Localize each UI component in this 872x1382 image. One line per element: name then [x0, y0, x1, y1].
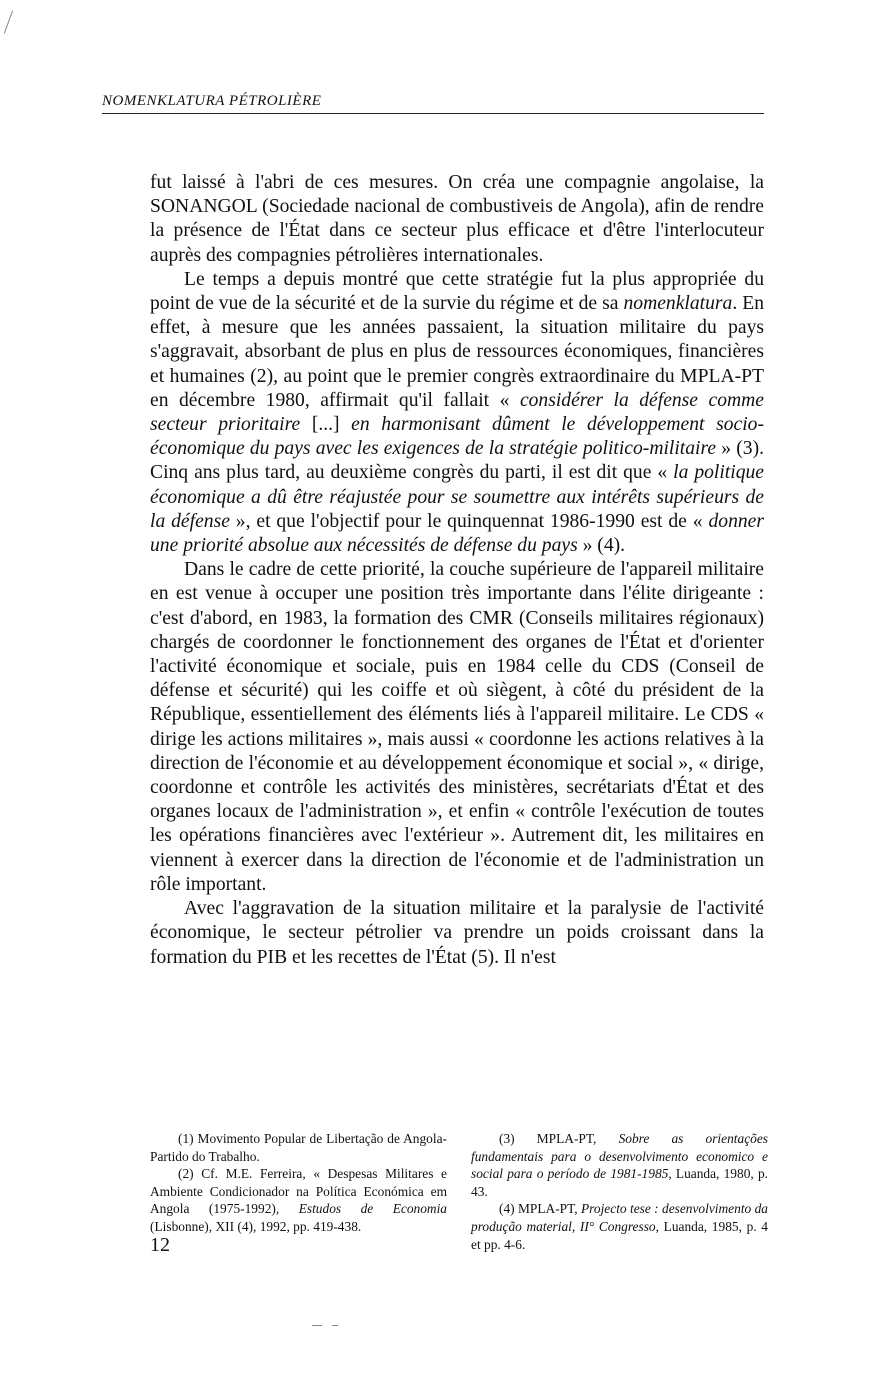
italic-text: considérer la défense comme secteur prioritaire — [150, 389, 764, 436]
text-segment: » (3). Cinq ans plus tard, au deuxième congrès du parti, il est dit que « — [150, 438, 765, 484]
footnote — [471, 1200, 768, 1253]
text-segment: . En effet, à mesure que les années passaient, la situation militaire du pays s'aggravait, absorbant de plus en plus de ressources économiques, financières et humaines (2), au point que le premier congrès extraordinaire du MPLA-PT en décembre 1980, affirmait qu'il fallait « — [150, 293, 764, 411]
text-segment: (Lisbonne), XII (4), 1992, pp. 419-438. — [150, 1218, 362, 1234]
text-segment: , Luanda, 1980, p. 43. — [471, 1166, 768, 1199]
text-segment: Dans le cadre de cette priorité, la couche supérieure de l'appareil militaire en est venue à occuper une position très importante dans l'élite dirigeante : c'est d'abord, en 1983, la formation des CMR (Conseils militaires régionaux) chargés de coordonner le fonctionnement des organes de l'État et d'orienter l'activité économique et sociale, puis en 1984 celle du CDS (Conseil de défense et sécurité) qui les coiffe et où siègent, à côté du président de la République, essentiellement des éléments liés à l'appareil militaire. Le CDS « dirige les actions militaires », mais aussi « coordonne les actions relatives à la direction de l'économie et au développement économique et social », « dirige, coordonne et contrôle les activités des ministères, secrétariats d'État et des organes locaux de l'administration », et enfin « contrôle l'exécution de toutes les opérations financières avec l'extérieur ». Autrement dit, les militaires en viennent à exercer dans la direction de l'économie et de l'administration un rôle important. — [150, 559, 764, 895]
scan-mark — [312, 1325, 322, 1326]
text-segment: [...] — [300, 414, 352, 436]
text-segment: Le temps a depuis montré que cette stratégie fut la plus appropriée du point de vue de la sécurité et de la survie du régime et de sa — [150, 268, 764, 315]
text-segment: (4) MPLA-PT, — [499, 1201, 581, 1217]
text-segment: (3) MPLA-PT, — [499, 1131, 619, 1146]
footnote — [150, 1165, 447, 1235]
italic-text: Estudos de Economia — [298, 1201, 447, 1217]
italic-text: la politique économique a dû être réajustée pour se soumettre aux intérêts supérieurs de la défense — [150, 462, 764, 532]
footnotes — [150, 1130, 768, 1253]
paragraph — [150, 171, 764, 268]
footnotes-left-column — [150, 1130, 447, 1253]
paragraph — [150, 268, 764, 558]
text-segment: fut laissé à l'abri de ces mesures. On créa une compagnie angolaise, la SONANGOL (Sociedade nacional de combustiveis de Angola), afin de rendre la présence de l'État dans ce secteur plus efficace et d'être l'interlocuteur auprès des compagnies pétrolières internationales. — [150, 172, 764, 266]
footnote — [471, 1130, 768, 1200]
scan-mark — [332, 1325, 338, 1326]
footnotes-right-column — [471, 1130, 768, 1253]
italic-text: Projecto tese : desenvolvimento da produção material, II° Congresso — [471, 1201, 768, 1234]
running-title: NOMENKLATURA PÉTROLIÈRE — [102, 93, 322, 109]
paragraph — [150, 558, 764, 897]
text-segment: (2) Cf. M.E. Ferreira, « Despesas Militares e Ambiente Condicionador na Política Económica em Angola (1975-1992), — [150, 1166, 447, 1217]
italic-text: Sobre as orientações fundamentais para o desenvolvimento economico e social para o período de 1981-1985 — [471, 1131, 768, 1182]
main-text — [150, 171, 764, 970]
text-segment: (1) Movimento Popular de Libertação de Angola-Partido do Trabalho. — [150, 1131, 447, 1164]
page-number: 12 — [150, 1234, 170, 1256]
text-segment: », et que l'objectif pour le quinquennat 1986-1990 est de « — [229, 510, 709, 532]
italic-text: en harmonisant dûment le développement socio-économique du pays avec les exigences de la stratégie politico-militaire — [150, 414, 764, 460]
text-segment: , Luanda, 1985, p. 4 et pp. 4-6. — [471, 1218, 768, 1252]
text-segment: Avec l'aggravation de la situation militaire et la paralysie de l'activité économique, le secteur pétrolier va prendre un poids croissant dans la formation du PIB et les recettes de l'État (5). Il n'est — [150, 898, 764, 968]
text-segment: » (4). — [577, 535, 626, 557]
footnote — [150, 1130, 447, 1165]
italic-text: donner une priorité absolue aux nécessités de défense du pays — [150, 510, 764, 557]
scan-mark — [4, 11, 13, 34]
running-header — [102, 93, 764, 114]
paragraph — [150, 897, 764, 970]
italic-text: nomenklatura — [623, 293, 733, 315]
